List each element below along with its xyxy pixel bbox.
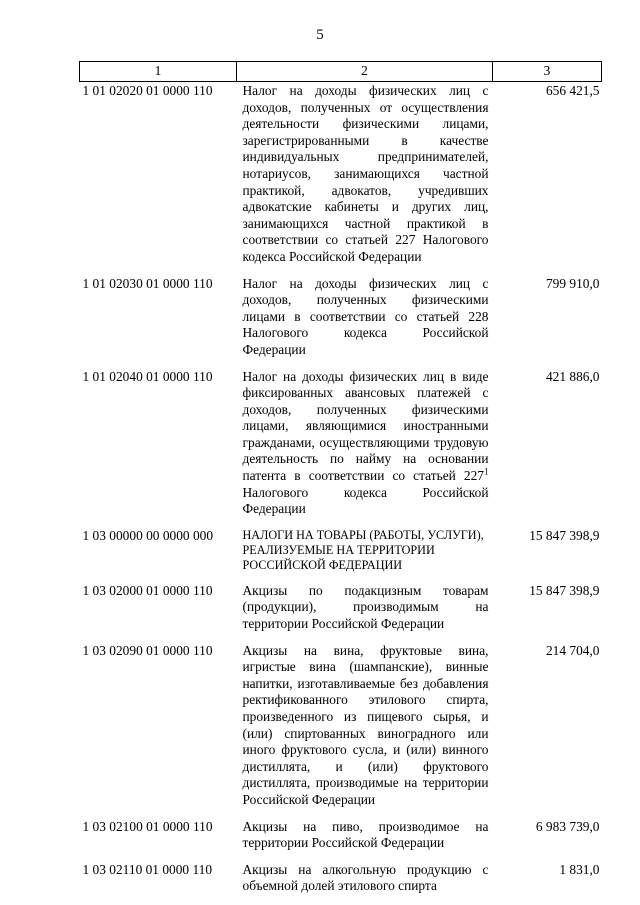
table-row xyxy=(80,818,602,861)
budget-code: 1 01 02030 01 0000 110 xyxy=(82,275,213,291)
table-row xyxy=(80,368,602,527)
table-row xyxy=(80,642,602,818)
revenue-group-name: НАЛОГИ НА ТОВАРЫ (РАБОТЫ, УСЛУГИ), РЕАЛИЗУЕМЫЕ НА ТЕРРИТОРИИ РОССИЙСКОЙ ФЕДЕРАЦИИ xyxy=(242,527,484,572)
column-number-3: 3 xyxy=(493,62,602,82)
budget-code: 1 03 02110 01 0000 110 xyxy=(82,861,213,877)
table-row xyxy=(80,582,602,642)
revenue-name-text: Налог на доходы физических лиц в виде фиксированных авансовых платежей с доходов, полученных физическими лицами, являющимися иностранными гражданами, осуществляющими трудовую деятельность по найму на основании патента в соответствии со статьей 227 xyxy=(242,368,489,484)
amount-value: 421 886,0 xyxy=(545,368,600,384)
amount-value: 6 983 739,0 xyxy=(535,818,600,834)
amount-value: 1 831,0 xyxy=(559,861,600,877)
amount-value: 214 704,0 xyxy=(545,642,600,658)
table-row xyxy=(80,275,602,368)
budget-code: 1 03 00000 00 0000 000 xyxy=(82,527,214,543)
amount-value: 799 910,0 xyxy=(545,275,600,291)
page-number: 5 xyxy=(316,27,324,43)
budget-code: 1 01 02020 01 0000 110 xyxy=(82,83,213,98)
revenue-name xyxy=(237,368,493,527)
budget-code: 1 03 02090 01 0000 110 xyxy=(82,642,213,658)
revenue-name: Акцизы по подакцизным товарам (продукции), производимым на территории Российской Федерации xyxy=(242,582,489,632)
budget-code: 1 03 02000 01 0000 110 xyxy=(82,582,213,598)
budget-code: 1 01 02040 01 0000 110 xyxy=(82,368,213,384)
revenue-name: Налог на доходы физических лиц с доходов, полученных физическими лицами в соответствии со статьей 228 Налогового кодекса Российской Федерации xyxy=(242,275,489,357)
revenue-name: Акцизы на алкогольную продукцию с объемной долей этилового спирта xyxy=(242,861,489,894)
column-number-2: 2 xyxy=(237,62,493,82)
table-row xyxy=(80,861,602,904)
column-number-row xyxy=(80,62,602,82)
column-number-1: 1 xyxy=(80,62,237,82)
revenue-name: Налог на доходы физических лиц с доходов, полученных от осуществления деятельности физическими лицами, зарегистрированными в качестве индивидуальных предпринимателей, нотариусов, занимающихся частной практикой, адвокатов, учредивших адвокатские кабинеты и других лиц, занимающихся частной практикой в соответствии со статьей 227 Налогового кодекса Российской Федерации xyxy=(242,83,489,264)
amount-value: 15 847 398,9 xyxy=(529,582,600,598)
revenue-name-text-tail: Налогового кодекса Российской Федерации xyxy=(242,484,489,517)
table-row xyxy=(80,82,602,275)
superscript-mark: 1 xyxy=(484,466,489,477)
amount-value: 15 847 398,9 xyxy=(529,527,600,543)
table-row xyxy=(80,527,602,582)
revenue-name: Акцизы на пиво, производимое на территории Российской Федерации xyxy=(242,818,489,851)
budget-revenue-table xyxy=(79,61,602,904)
budget-code: 1 03 02100 01 0000 110 xyxy=(82,818,213,834)
amount-value: 656 421,5 xyxy=(545,83,600,98)
revenue-name: Акцизы на вина, фруктовые вина, игристые вина (шампанские), винные напитки, изготавливаемые без добавления ректификованного этилового спирта, произведенного из пищевого сырья, и (или) спиртованных виноградного или иного фруктового сусла, и (или) винного дистиллята, и (или) фруктового дистиллята, производимые на территории Российской Федерации xyxy=(242,642,489,807)
